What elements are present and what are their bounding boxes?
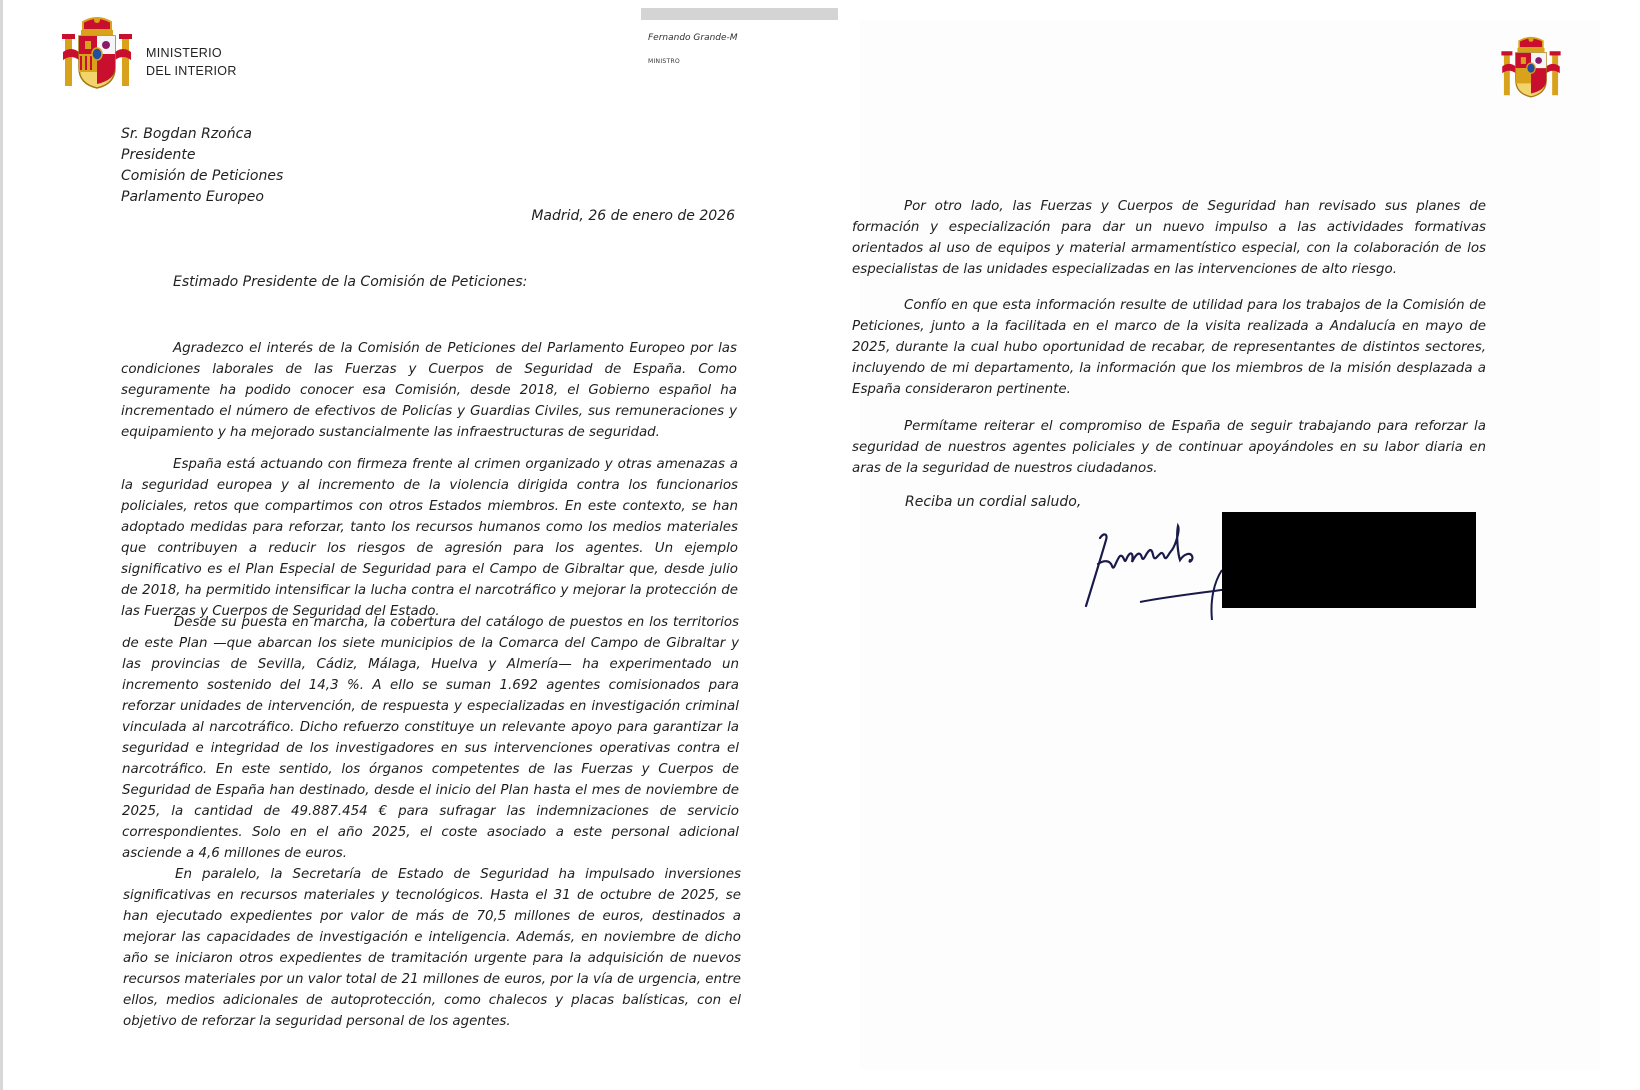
recipient-address (121, 124, 283, 208)
recipient-institution: Parlamento Europeo (121, 189, 264, 205)
minister-name: Fernando Grande-M (648, 33, 738, 43)
ministry-name (146, 44, 237, 80)
coat-of-arms-icon (61, 16, 133, 94)
header-redaction-bar (641, 8, 838, 20)
salutation: Estimado Presidente de la Comisión de Peticiones: (173, 274, 528, 290)
signature-redaction (1222, 512, 1476, 608)
minister-role: MINISTRO (648, 58, 680, 65)
paragraph: Por otro lado, las Fuerzas y Cuerpos de Seguridad han revisado sus planes de formación y especialización para dar un nuevo impulso a las actividades formativas orientados al uso de equipos y material armamentístico especial, con la colaboración de los especialistas de las unidades especializadas en las intervenciones de alto riesgo. (852, 199, 1486, 277)
recipient-committee: Comisión de Peticiones (121, 168, 284, 184)
letter-date: Madrid, 26 de enero de 2026 (531, 208, 735, 224)
recipient-name: Sr. Bogdan Rzońca (121, 126, 252, 142)
paragraph: Desde su puesta en marcha, la cobertura del catálogo de puestos en los territorios de este Plan —que abarcan los siete municipios de la Comarca del Campo de Gibraltar y las provincias de Sevilla, Cádiz, Málaga, Huelva y Almería— ha experimentado un incremento sostenido del 14,3 %. A ello se suman 1.692 agentes comisionados para reforzar unidades de intervención, de respuesta y especializadas en investigación criminal vinculada al narcotráfico. Dicho refuerzo constituye un relevante apoyo para garantizar la seguridad e integridad de los investigadores en sus intervenciones operativas contra el narcotráfico. En este sentido, los órganos competentes de las Fuerzas y Cuerpos de Seguridad de España han destinado, desde el inicio del Plan hasta el mes de noviembre de 2025, la cantidad de 49.887.454 € para sufragar las indemnizaciones de servicio correspondientes. Solo en el año 2025, el coste asociado a este personal adicional asciende a 4,6 millones de euros. (122, 615, 739, 861)
paragraph: Agradezco el interés de la Comisión de Peticiones del Parlamento Europeo por las condiciones laborales de las Fuerzas y Cuerpos de Seguridad de España. Como seguramente ha podido conocer esa Comisión, desde 2018, el Gobierno español ha incrementado el número de efectivos de Policías y Guardias Civiles, sus remuneraciones y equipamiento y ha mejorado sustancialmente las infraestructuras de seguridad. (121, 341, 737, 440)
ministry-line-2: DEL INTERIOR (146, 64, 237, 78)
closing-line: Reciba un cordial saludo, (905, 494, 1082, 510)
paragraph: Permítame reiterar el compromiso de España de seguir trabajando para reforzar la seguridad de nuestros agentes policiales y de continuar apoyándoles en su labor diaria en aras de la seguridad de nuestros ciudadanos. (852, 419, 1486, 476)
paragraph: España está actuando con firmeza frente al crimen organizado y otras amenazas a la seguridad europea y al incremento de la violencia dirigida contra los funcionarios policiales, retos que compartimos con otros Estados miembros. En este contexto, se han adoptado medidas para reforzar, tanto los recursos humanos como los medios materiales que contribuyen a reducir los riesgos de agresión para los agentes. Un ejemplo significativo es el Plan Especial de Seguridad para el Campo de Gibraltar que, desde julio de 2018, ha permitido intensificar la lucha contra el narcotráfico y mejorar la protección de las Fuerzas y Cuerpos de Seguridad del Estado. (121, 457, 738, 619)
ministry-line-1: MINISTERIO (146, 46, 222, 60)
paragraph: En paralelo, la Secretaría de Estado de Seguridad ha impulsado inversiones significativas en recursos materiales y tecnológicos. Hasta el 31 de octubre de 2025, se han ejecutado expedientes por valor de más de 70,5 millones de euros, destinados a mejorar las capacidades de investigación e inteligencia. Además, en noviembre de dicho año se iniciaron otros expedientes de tramitación urgente para la adquisición de nuevos recursos materiales por un valor total de 21 millones de euros, por la vía de urgencia, entre ellos, medios adicionales de autoprotección, como chalecos y placas balísticas, con el objetivo de reforzar la seguridad personal de los agentes. (123, 867, 741, 1029)
paragraph: Confío en que esta información resulte de utilidad para los trabajos de la Comisión de Peticiones, junto a la facilitada en el marco de la visita realizada a Andalucía en mayo de 2025, durante la cual hubo oportunidad de recabar, de representantes de distintos sectores, incluyendo de mi departamento, la información que los miembros de la misión desplazada a España consideraron pertinente. (852, 298, 1486, 397)
recipient-role: Presidente (121, 147, 196, 163)
coat-of-arms-icon (1500, 36, 1562, 102)
